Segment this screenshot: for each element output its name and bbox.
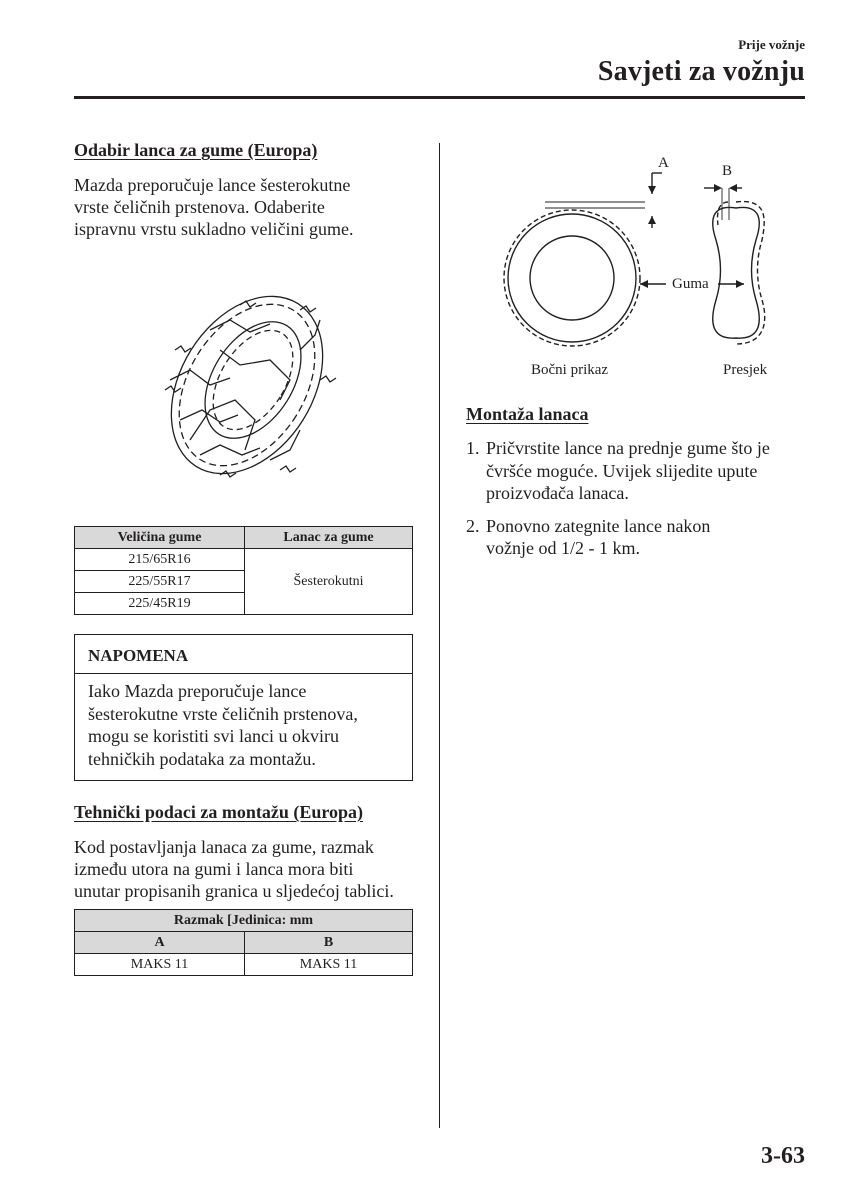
table-row	[75, 549, 413, 571]
column-a-header: A	[75, 932, 245, 954]
note-title: NAPOMENA	[75, 635, 412, 674]
spec-title-cell: Razmak [Jedinica: mm	[75, 910, 413, 932]
tire-size-cell: 225/45R19	[75, 593, 245, 615]
list-item	[466, 437, 811, 505]
tech-heading: Tehnički podaci za montažu (Europa)	[74, 802, 364, 822]
note-line: šesterokutne vrste čeličnih prstenova,	[88, 703, 358, 724]
tech-line: između utora na gumi i lanca mora biti	[74, 859, 354, 879]
list-item	[466, 515, 811, 560]
note-text	[75, 674, 412, 776]
step-line: čvršće moguće. Uvijek slijedite upute	[486, 460, 758, 481]
note-line: Iako Mazda preporučuje lance	[88, 681, 307, 701]
column-b-header: B	[245, 932, 413, 954]
clearance-diagram	[470, 150, 810, 390]
tech-line: Kod postavljanja lanaca za gume, razmak	[74, 837, 374, 857]
step-line: vožnje od 1/2 - 1 km.	[486, 538, 640, 558]
label-side-view: Bočni prikaz	[531, 362, 609, 378]
table-header-row	[75, 910, 413, 932]
note-line: tehničkih podataka za montažu.	[88, 748, 316, 769]
tech-paragraph	[74, 836, 394, 902]
tire-size-cell: 215/65R16	[75, 549, 245, 571]
step-line: proizvođača lanaca.	[486, 483, 629, 503]
note-box	[74, 634, 413, 781]
clearance-spec-table	[74, 909, 413, 976]
tech-line: unutar propisanih granica u sljedećoj tablici.	[74, 881, 394, 901]
step-number: 1.	[466, 438, 480, 458]
selection-line: ispravnu vrstu sukladno veličini gume.	[74, 219, 354, 239]
table-header-row	[75, 527, 413, 549]
header-chain-type: Lanac za gume	[245, 527, 413, 549]
label-a: A	[658, 155, 669, 171]
selection-line: vrste čeličnih prstenova. Odaberite	[74, 197, 325, 217]
tire-size-cell: 225/55R17	[75, 571, 245, 593]
step-line: Ponovno zategnite lance nakon	[486, 515, 711, 536]
page-number: 3-63	[761, 1143, 805, 1169]
mounting-heading: Montaža lanaca	[466, 404, 589, 424]
header-tire-size: Veličina gume	[75, 527, 245, 549]
table-header-row	[75, 932, 413, 954]
page-title: Savjeti za vožnju	[597, 56, 805, 87]
selection-heading: Odabir lanca za gume (Europa)	[74, 140, 318, 160]
label-tire: Guma	[672, 276, 709, 292]
value-b-cell: MAKS 11	[245, 954, 413, 976]
label-cross-section: Presjek	[723, 362, 768, 378]
step-number: 2.	[466, 515, 480, 536]
mounting-steps	[466, 437, 811, 570]
column-divider	[439, 143, 440, 1128]
label-b: B	[722, 163, 733, 179]
selection-paragraph	[74, 174, 353, 240]
section-subtitle: Prije vožnje	[738, 37, 805, 52]
header-rule	[74, 96, 805, 99]
step-line: Pričvrstite lance na prednje gume što je	[486, 438, 770, 458]
table-row	[75, 954, 413, 976]
note-line: mogu se koristiti svi lanci u okviru	[88, 726, 339, 746]
value-a-cell: MAKS 11	[75, 954, 245, 976]
selection-line: Mazda preporučuje lance šesterokutne	[74, 175, 351, 195]
chain-type-cell: Šesterokutni	[245, 549, 413, 615]
tire-size-table	[74, 526, 413, 615]
tire-chain-illustration	[150, 290, 340, 490]
